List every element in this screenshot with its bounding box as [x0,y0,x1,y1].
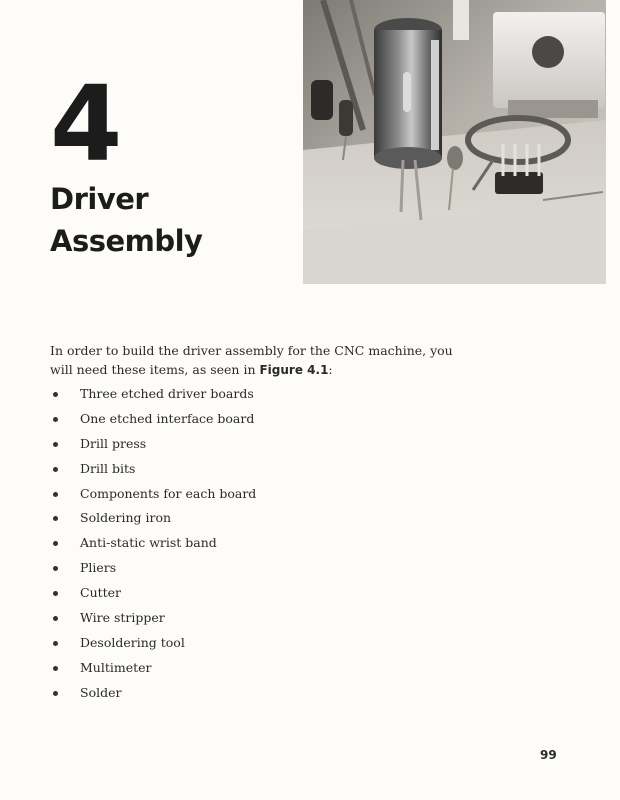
chapter-title-line-2: Assembly [50,224,203,258]
bullet-icon [53,666,58,671]
bullet-icon [53,691,58,696]
list-item-label: One etched interface board [80,410,255,426]
bullet-icon [53,492,58,497]
intro-text: In order to build the driver assembly for the CNC machine, you will need these items, as seen in [50,343,453,377]
chapter-title-line-1: Driver [50,182,149,216]
bullet-icon [53,467,58,472]
bullet-icon [53,641,58,646]
list-item-label: Solder [80,684,122,700]
list-item-label: Drill press [80,435,147,451]
chapter-title [50,178,202,262]
list-item-label: Anti-static wrist band [80,535,217,551]
bullet-icon [53,541,58,546]
bullet-icon [53,516,58,521]
chapter-photo-circuit-board [303,0,606,284]
bullet-icon [53,442,58,447]
intro-paragraph [50,341,470,380]
bullet-icon [53,566,58,571]
bullet-icon [53,392,58,397]
list-item-label: Pliers [80,560,117,576]
bullet-icon [53,417,58,422]
list-item-label: Cutter [80,585,122,601]
bullet-icon [53,591,58,596]
intro-text-end: : [328,362,333,377]
list-item-label: Drill bits [80,460,136,476]
list-item-label: Components for each board [80,485,257,501]
list-item-label: Three etched driver boards [80,386,254,401]
list-item-label: Desoldering tool [80,634,185,650]
bullet-icon [53,616,58,621]
page-number: 99 [540,748,557,762]
list-item-label: Wire stripper [80,610,165,626]
list-item-label: Multimeter [80,659,152,675]
figure-reference: Figure 4.1 [259,363,329,377]
list-item-label: Soldering iron [80,510,172,526]
chapter-number: 4 [50,63,121,185]
